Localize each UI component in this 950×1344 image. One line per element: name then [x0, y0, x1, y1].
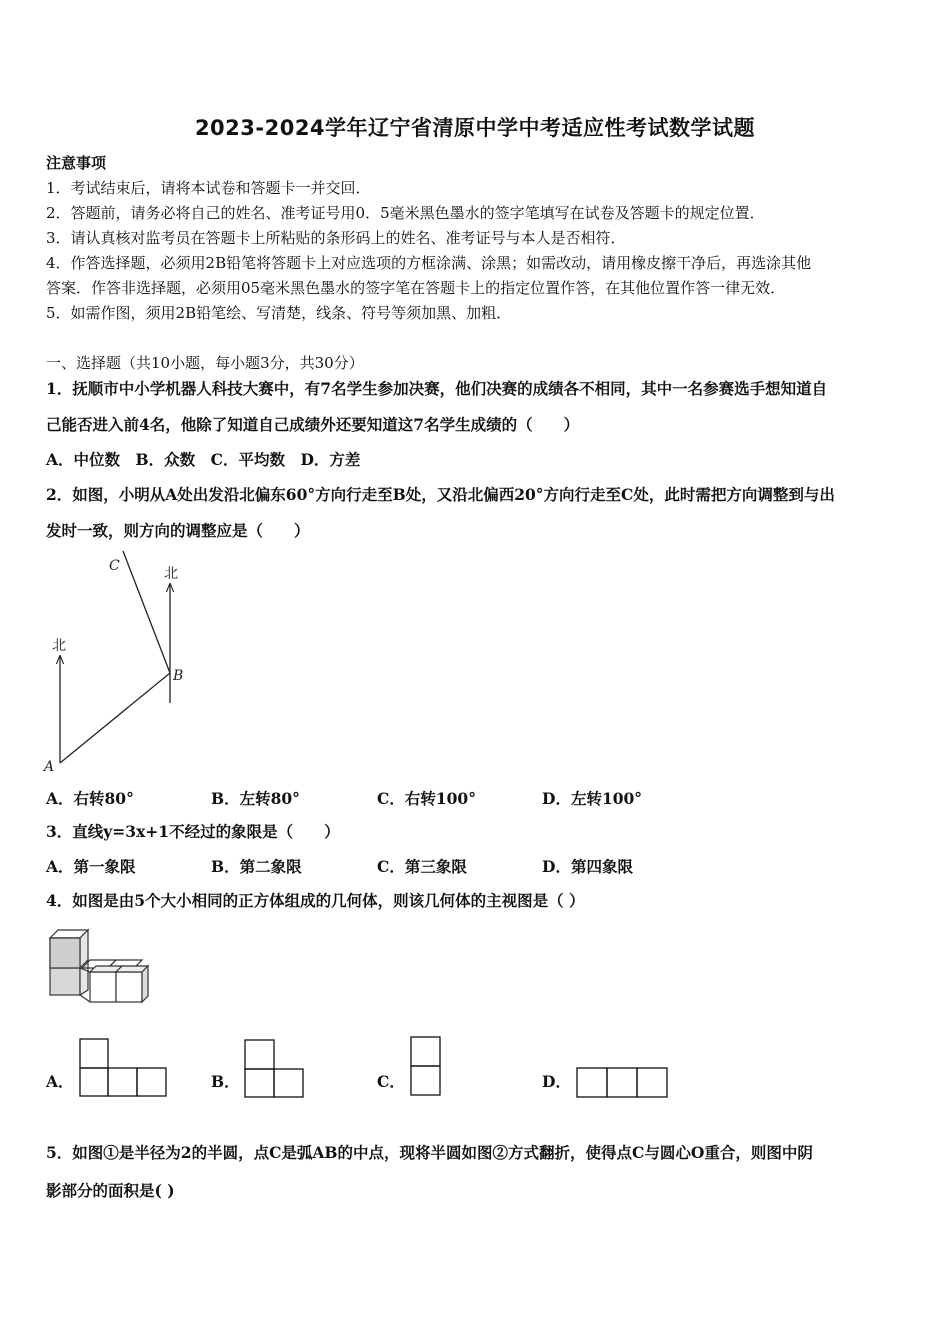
- question-2-line2: 发时一致，则方向的调整应是（ ）: [46, 521, 310, 540]
- question-2-line1: 2．如图，小明从A处出发沿北偏东60°方向行走至B处，又沿北偏西20°方向行走至C处，此时需把方向调整到与出: [46, 485, 835, 504]
- notice-item: 2．答题前，请务必将自己的姓名、准考证号用0．5毫米黑色墨水的签字笔填写在试卷及答题卡的规定位置．: [46, 204, 765, 222]
- question-3-option-b: B．第二象限: [211, 857, 302, 876]
- notice-item: 1．考试结束后，请将本试卷和答题卡一并交回．: [46, 179, 371, 197]
- north-label-a: 北: [52, 638, 66, 654]
- question-4-option-a: A．: [46, 1072, 74, 1091]
- option-c-view: [409, 1035, 443, 1097]
- question-4-option-c: C．: [377, 1072, 405, 1091]
- question-3-option-a: A．第一象限: [46, 857, 136, 876]
- option-d-view: [575, 1066, 669, 1100]
- segment-bc: [123, 551, 170, 673]
- question-2-option-b: B．左转80°: [211, 789, 300, 808]
- segment-ab: [60, 673, 170, 763]
- question-5-line2: 影部分的面积是( ): [46, 1181, 175, 1200]
- question-5-line1: 5．如图①是半径为2的半圆，点C是弧AB的中点，现将半圆如图②方式翻折，使得点C与圆心O重合，则图中阴: [46, 1143, 813, 1162]
- label-c: C: [109, 558, 120, 574]
- page-title: 2023-2024学年辽宁省清原中学中考适应性考试数学试题: [194, 116, 756, 140]
- notice-item: 5．如需作图，须用2B铅笔绘、写清楚，线条、符号等须加黑、加粗．: [46, 304, 512, 322]
- notice-item: 3．请认真核对监考员在答题卡上所粘贴的条形码上的姓名、准考证号与本人是否相符．: [46, 229, 626, 247]
- north-label-b: 北: [164, 566, 178, 582]
- question-3-option-c: C．第三象限: [377, 857, 467, 876]
- option-b-view: [243, 1038, 305, 1100]
- question-2-option-c: C．右转100°: [377, 789, 476, 808]
- section-heading: 一、选择题（共10小题，每小题3分，共30分）: [46, 354, 364, 372]
- label-a: A: [44, 759, 55, 775]
- question-2-option-d: D．左转100°: [542, 789, 643, 808]
- question-3-line1: 3．直线y=3x+1不经过的象限是（ ）: [46, 822, 340, 841]
- notice-heading: 注意事项: [46, 154, 107, 172]
- question-4-option-d: D．: [542, 1072, 571, 1091]
- notice-item: 4．作答选择题，必须用2B铅笔将答题卡上对应选项的方框涂满、涂黑；如需改动，请用橡皮擦干净后，再选涂其他: [46, 254, 812, 272]
- question-1-options: A．中位数 B．众数 C．平均数 D．方差: [46, 450, 361, 469]
- question-3-option-d: D．第四象限: [542, 857, 633, 876]
- cube-solid-figure: [46, 928, 156, 1008]
- direction-figure: [40, 548, 240, 778]
- question-1-line1: 1．抚顺市中小学机器人科技大赛中，有7名学生参加决赛，他们决赛的成绩各不相同，其中一名参赛选手想知道自: [46, 379, 828, 398]
- question-4-option-b: B．: [211, 1072, 240, 1091]
- question-2-option-a: A．右转80°: [46, 789, 134, 808]
- question-4-line1: 4．如图是由5个大小相同的正方体组成的几何体，则该几何体的主视图是（ ）: [46, 891, 585, 910]
- label-b: B: [173, 668, 184, 684]
- question-1-line2: 己能否进入前4名，他除了知道自己成绩外还要知道这7名学生成绩的（ ）: [46, 415, 580, 434]
- notice-item: 答案．作答非选择题，必须用05毫米黑色墨水的签字笔在答题卡上的指定位置作答，在其他位置作答一律无效．: [46, 279, 786, 297]
- option-a-view: [78, 1037, 170, 1099]
